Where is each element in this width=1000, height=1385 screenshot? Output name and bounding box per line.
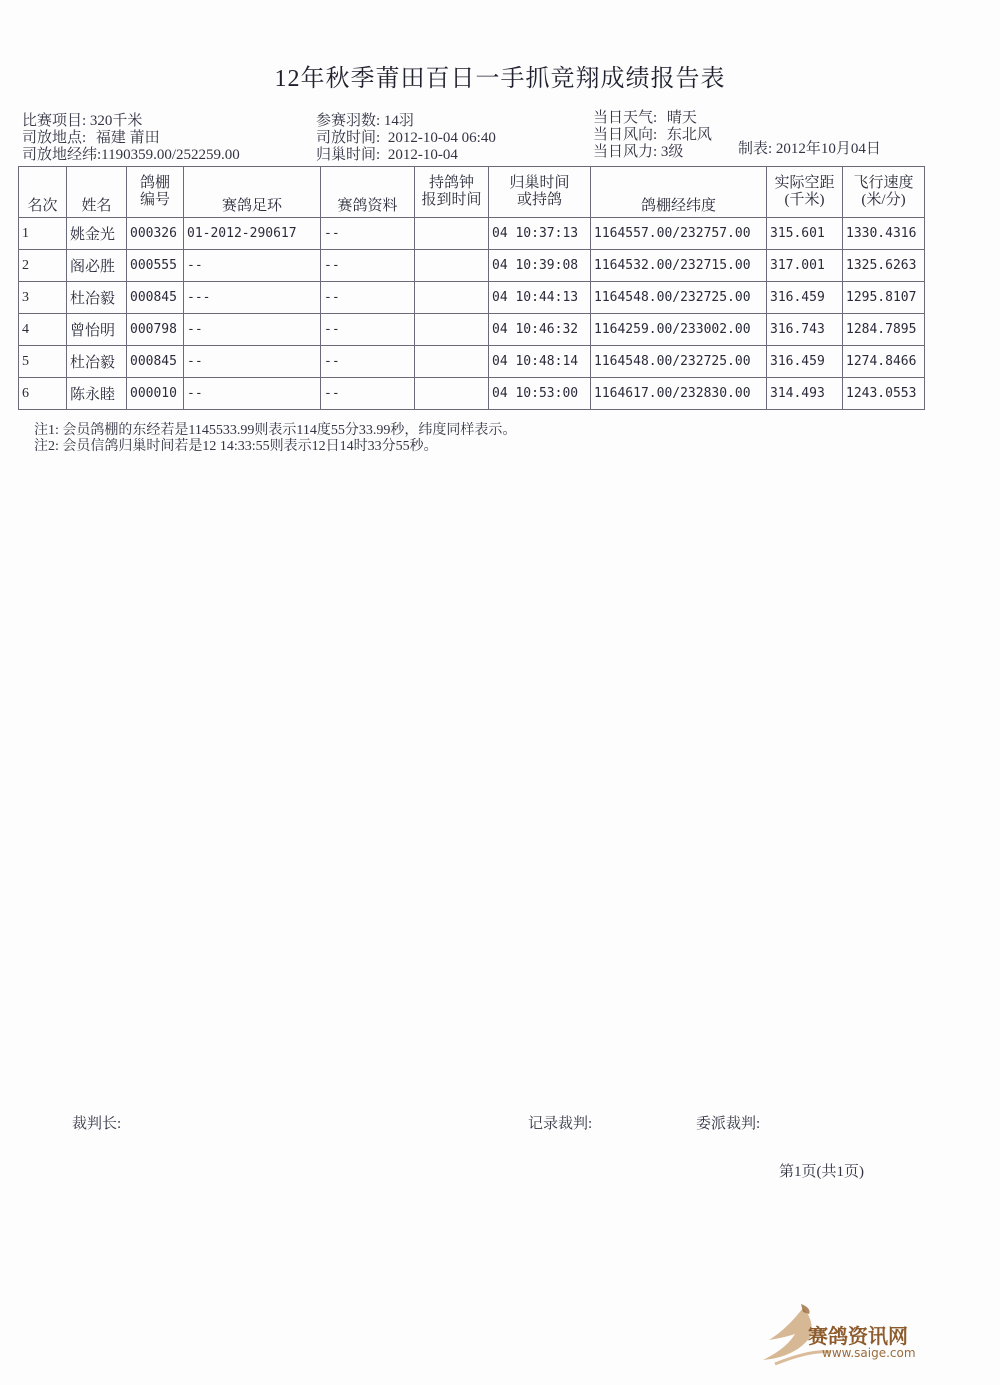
cell-pigeon-info: -- — [321, 218, 415, 250]
cell-clock-time — [415, 282, 489, 314]
cell-speed: 1243.0553 — [843, 378, 925, 410]
note-1: 注1: 会员鸽棚的东经若是1145533.99则表示114度55分33.99秒，纬度同样表示。 — [34, 423, 517, 438]
made-date — [738, 141, 881, 157]
cell-ring: 01-2012-290617 — [184, 218, 321, 250]
header-loft-no: 鸽棚 编号 — [127, 167, 184, 218]
page-title: 12年秋季莆田百日一手抓竞翔成绩报告表 — [274, 66, 726, 92]
release-time-value: 2012-10-04 06:40 — [387, 130, 496, 146]
cell-arrival: 04 10:37:13 — [489, 218, 591, 250]
wind-direction-value: 东北风 — [666, 127, 712, 143]
cell-clock-time — [415, 378, 489, 410]
watermark-name: 赛鸽资讯网 — [808, 1324, 908, 1348]
cell-loft-no: 000010 — [127, 378, 184, 410]
cell-distance: 314.493 — [767, 378, 843, 410]
cell-name: 曾怡明 — [67, 314, 127, 346]
cell-name: 阁必胜 — [67, 250, 127, 282]
results-table — [18, 166, 925, 410]
made-date-value: 2012年10月04日 — [775, 141, 881, 157]
cell-rank: 2 — [19, 250, 67, 282]
table-row — [19, 282, 925, 314]
cell-ring: -- — [184, 378, 321, 410]
release-coords-value: 1190359.00/252259.00 — [101, 147, 240, 163]
header-speed: 飞行速度 (米/分) — [843, 167, 925, 218]
made-date-label: 制表: — [738, 141, 773, 157]
cell-distance: 317.001 — [767, 250, 843, 282]
header-rank: 名次 — [19, 167, 67, 218]
cell-pigeon-info: -- — [321, 282, 415, 314]
cell-arrival: 04 10:53:00 — [489, 378, 591, 410]
cell-name: 杜冶毅 — [67, 282, 127, 314]
wind-force — [593, 144, 683, 160]
entries — [316, 113, 414, 129]
weather-label: 当日天气: — [593, 110, 658, 126]
page-number: 第1页(共1页) — [779, 1164, 864, 1180]
recording-judge-label: 记录裁判: — [528, 1116, 593, 1132]
cell-loft-coords: 1164532.00/232715.00 — [591, 250, 767, 282]
cell-distance: 316.459 — [767, 346, 843, 378]
cell-pigeon-info: -- — [321, 250, 415, 282]
cell-rank: 4 — [19, 314, 67, 346]
cell-distance: 316.743 — [767, 314, 843, 346]
cell-arrival: 04 10:48:14 — [489, 346, 591, 378]
entries-label: 参赛羽数: — [316, 113, 381, 129]
cell-speed: 1274.8466 — [843, 346, 925, 378]
watermark-url: www.saige.com — [822, 1346, 916, 1360]
return-time-label: 归巢时间: — [316, 147, 381, 163]
wind-direction-label: 当日风向: — [593, 127, 658, 143]
weather — [593, 110, 697, 126]
cell-distance: 315.601 — [767, 218, 843, 250]
header-loft-coords: 鸽棚经纬度 — [591, 167, 767, 218]
cell-rank: 6 — [19, 378, 67, 410]
release-time — [316, 130, 496, 146]
cell-distance: 316.459 — [767, 282, 843, 314]
table-row — [19, 250, 925, 282]
entries-value: 14羽 — [383, 113, 414, 129]
cell-pigeon-info: -- — [321, 314, 415, 346]
cell-name: 姚金光 — [67, 218, 127, 250]
cell-arrival: 04 10:46:32 — [489, 314, 591, 346]
race-item — [22, 113, 142, 129]
table-row — [19, 314, 925, 346]
note-2: 注2: 会员信鸽归巢时间若是12 14:33:55则表示12日14时33分55秒。 — [34, 439, 438, 454]
chief-judge-label: 裁判长: — [72, 1116, 122, 1132]
cell-pigeon-info: -- — [321, 378, 415, 410]
cell-ring: --- — [184, 282, 321, 314]
cell-loft-no: 000845 — [127, 282, 184, 314]
cell-ring: -- — [184, 314, 321, 346]
cell-pigeon-info: -- — [321, 346, 415, 378]
header-ring: 赛鸽足环 — [184, 167, 321, 218]
header-distance: 实际空距 (千米) — [767, 167, 843, 218]
cell-name: 杜冶毅 — [67, 346, 127, 378]
cell-loft-no: 000798 — [127, 314, 184, 346]
release-coords — [22, 147, 240, 163]
notes — [34, 423, 516, 455]
release-place — [22, 130, 160, 146]
cell-loft-no: 000845 — [127, 346, 184, 378]
table-header-row — [19, 167, 925, 218]
cell-loft-coords: 1164557.00/232757.00 — [591, 218, 767, 250]
cell-speed: 1284.7895 — [843, 314, 925, 346]
cell-ring: -- — [184, 346, 321, 378]
cell-ring: -- — [184, 250, 321, 282]
return-time — [316, 147, 458, 163]
cell-rank: 1 — [19, 218, 67, 250]
cell-rank: 3 — [19, 282, 67, 314]
cell-loft-coords: 1164259.00/233002.00 — [591, 314, 767, 346]
cell-clock-time — [415, 314, 489, 346]
cell-loft-coords: 1164548.00/232725.00 — [591, 282, 767, 314]
cell-speed: 1295.8107 — [843, 282, 925, 314]
return-time-value: 2012-10-04 — [387, 147, 458, 163]
header-name: 姓名 — [67, 167, 127, 218]
cell-speed: 1325.6263 — [843, 250, 925, 282]
header-pigeon-info: 赛鸽资料 — [321, 167, 415, 218]
release-place-value: 福建 莆田 — [95, 130, 160, 146]
cell-loft-no: 000555 — [127, 250, 184, 282]
wind-force-value: 3级 — [660, 144, 684, 160]
cell-name: 陈永睦 — [67, 378, 127, 410]
race-item-value: 320千米 — [89, 113, 143, 129]
delegated-judge-label: 委派裁判: — [696, 1116, 761, 1132]
cell-speed: 1330.4316 — [843, 218, 925, 250]
release-coords-label: 司放地经纬: — [22, 147, 102, 163]
wind-force-label: 当日风力: — [593, 144, 658, 160]
cell-loft-coords: 1164548.00/232725.00 — [591, 346, 767, 378]
table-row — [19, 346, 925, 378]
header-arrival: 归巢时间 或持鸽 — [489, 167, 591, 218]
cell-clock-time — [415, 218, 489, 250]
cell-clock-time — [415, 250, 489, 282]
cell-arrival: 04 10:44:13 — [489, 282, 591, 314]
race-item-label: 比赛项目: — [22, 113, 87, 129]
header-clock-time: 持鸽钟 报到时间 — [415, 167, 489, 218]
cell-rank: 5 — [19, 346, 67, 378]
release-time-label: 司放时间: — [316, 130, 381, 146]
table-row — [19, 378, 925, 410]
cell-loft-coords: 1164617.00/232830.00 — [591, 378, 767, 410]
release-place-label: 司放地点: — [22, 130, 87, 146]
cell-loft-no: 000326 — [127, 218, 184, 250]
cell-clock-time — [415, 346, 489, 378]
weather-value: 晴天 — [666, 110, 697, 126]
wind-direction — [593, 127, 712, 143]
table-row — [19, 218, 925, 250]
cell-arrival: 04 10:39:08 — [489, 250, 591, 282]
